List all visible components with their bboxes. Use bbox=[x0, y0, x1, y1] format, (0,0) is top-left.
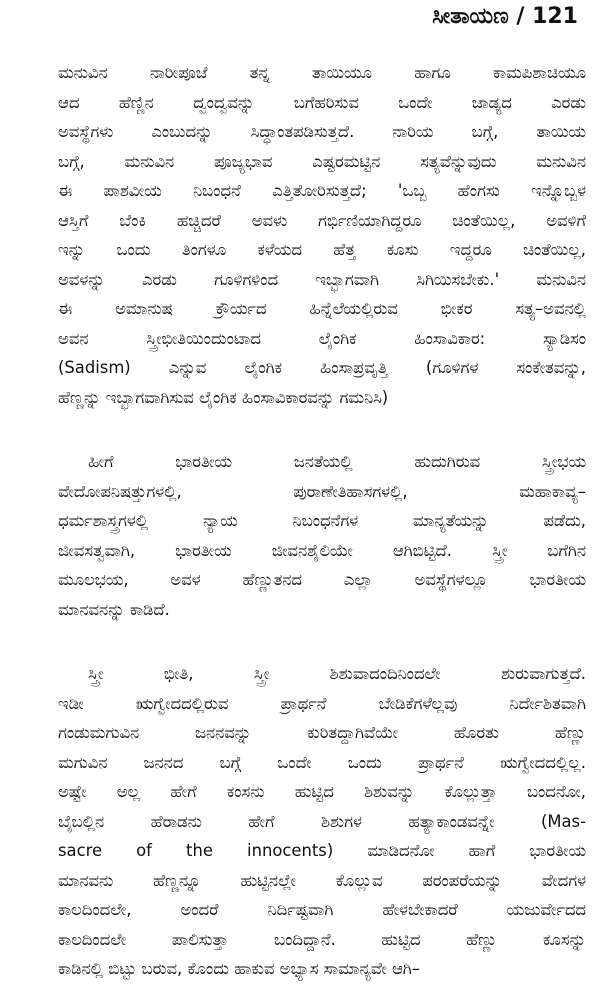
paragraph-1 bbox=[58, 58, 586, 412]
text-line: ಈ ಅಮಾನುಷ ಕ್ರೌರ್ಯದ ಹಿನ್ನೆಲೆಯಲ್ಲಿರುವ ಭೀಕರ ಸತ್ಯ–ಅವನಲ್ಲಿ bbox=[58, 299, 586, 318]
text-line: ಅವಸ್ಥೆಗಳು ಎಂಬುದನ್ನು ಸಿದ್ಧಾಂತಪಡಿಸುತ್ತದೆ. ನಾರಿಯ ಬಗ್ಗೆ, ತಾಯಿಯ bbox=[58, 122, 586, 141]
text-line: ಹೆಣ್ಣನ್ನು ಇಬ್ಭಾಗವಾಗಿಸುವ ಲೈಂಗಿಕ ಹಿಂಸಾವಿಕಾರವನ್ನು ಗಮನಿಸಿ) bbox=[58, 387, 389, 407]
text-line: ಮಾನವನನ್ನು ಕಾಡಿದೆ. bbox=[58, 599, 170, 619]
text-line: ಅವಳನ್ನು ಎರಡು ಗೂಳಿಗಳಿಂದ ಇಬ್ಭಾಗವಾಗಿ ಸಿಗಿಯಿಸಬೇಕು.' ಮನುವಿನ bbox=[58, 269, 586, 289]
text-line: ಹೀಗೆ ಭಾರತೀಯ ಜನತೆಯಲ್ಲಿ ಹುದುಗಿರುವ ಸ್ತ್ರೀಭಯ bbox=[88, 452, 586, 471]
text-line: ಮನುವಿನ ನಾರೀಪೂಜೆ ತನ್ನ ತಾಯಿಯೂ ಹಾಗೂ ಕಾಮಪಿಶಾಚಿಯೂ bbox=[58, 63, 586, 82]
text-line: ಗಂಡುಮಗುವಿನ ಜನನವನ್ನು ಕುರಿತದ್ದಾಗಿವೆಯೇ ಹೊರತು ಹೆಣ್ಣು bbox=[58, 723, 586, 742]
body-text bbox=[58, 58, 586, 984]
text-line: ಇನ್ನು ಒಂದು ತಿಂಗಳೂ ಕಳೆಯದ ಹೆತ್ತ ಕೂಸು ಇದ್ದರೂ ಚಿಂತೆಯಿಲ್ಲ, bbox=[58, 240, 586, 259]
text-line: ಕಾಲದಿಂದಲೇ, ಅಂದರೆ ನಿರ್ದಿಷ್ಟವಾಗಿ ಹೇಳಬೇಕಾದರೆ ಯಜುರ್ವೇದದ bbox=[58, 900, 586, 919]
text-line: ಆದ ಹೆಣ್ಣಿನ ದ್ವಂದ್ವವನ್ನು ಬಗೆಹರಿಸುವ ಒಂದೇ ಜಾಡ್ಯದ ಎರಡು bbox=[58, 92, 586, 112]
text-line: ಧರ್ಮಶಾಸ್ತ್ರಗಳಲ್ಲಿ ನ್ಯಾಯ ನಿಬಂಧನೆಗಳ ಮಾನ್ಯತೆಯನ್ನು ಪಡೆದು, bbox=[58, 511, 586, 530]
text-line: ಮಗುವಿನ ಜನನದ ಬಗ್ಗೆ ಒಂದೇ ಒಂದು ಪ್ರಾರ್ಥನೆ ಋಗ್ವೇದದಲ್ಲಿಲ್ಲ. bbox=[58, 752, 586, 772]
text-line: ಅವನ ಸ್ತ್ರೀಭೀತಿಯಿಂದುಂಟಾದ ಲೈಂಗಿಕ ಹಿಂಸಾವಿಕಾರ: ಸ್ಯಾಡಿಸಂ bbox=[58, 328, 586, 348]
text-line: ಈ ಪಾಶವೀಯ ನಿಬಂಧನೆ ಎತ್ತಿತೋರಿಸುತ್ತದೆ; 'ಒಬ್ಬ ಹೆಂಗಸು ಇನ್ನೊಬ್ಬಳ bbox=[58, 181, 586, 200]
paragraph-2 bbox=[58, 447, 586, 624]
text-line: ಮಾನವನು ಹೆಣ್ಣನ್ನೂ ಹುಟ್ಟಿನಲ್ಲೇ ಕೊಲ್ಲುವ ಪರಂಪರೆಯನ್ನು ವೇದಗಳ bbox=[58, 870, 586, 890]
text-line: ಆಸ್ತಿಗೆ ಬೆಂಕಿ ಹಚ್ಚಿದರೆ ಅವಳು ಗರ್ಭಿಣಿಯಾಗಿದ್ದರೂ ಚಿಂತೆಯಿಲ್ಲ, ಅವಳಿಗೆ bbox=[58, 210, 586, 230]
text-line: ಸ್ತ್ರೀ ಭೀತಿ, ಸ್ತ್ರೀ ಶಿಶುವಾದಂದಿನಿಂದಲೇ ಶುರುವಾಗುತ್ತದೆ. bbox=[88, 664, 586, 683]
text-line: ಬೈಬಲ್ಲಿನ ಹೆರಾಡನು ಹೇಗೆ ಶಿಶುಗಳ ಹತ್ಯಾಕಾಂಡವನ್ನೇ (Mas- bbox=[58, 811, 586, 831]
text-line: ಬಗ್ಗೆ, ಮನುವಿನ ಪೂಜ್ಯಭಾವ ಎಷ್ಟರಮಟ್ಟಿನ ಸತ್ಯವೆನ್ನುವುದು ಮನುವಿನ bbox=[58, 151, 586, 171]
text-line: ಅಷ್ಟೇ ಅಲ್ಲ ಹೇಗೆ ಕಂಸನು ಹುಟ್ಟಿದ ಶಿಶುವನ್ನು ಕೊಲ್ಲುತ್ತಾ ಬಂದನೋ, bbox=[58, 782, 586, 801]
running-header: ಸೀತಾಯಣ / 121 bbox=[432, 4, 578, 29]
text-line: (Sadism) ಎನ್ನುವ ಲೈಂಗಿಕ ಹಿಂಸಾಪ್ರವೃತ್ತಿ (ಗೂಳಿಗಳ ಸಂಕೇತವನ್ನು, bbox=[58, 358, 586, 377]
text-line: ಮೂಲಭಯ, ಅವಳ ಹೆಣ್ಣುತನದ ಎಲ್ಲಾ ಅವಸ್ಥೆಗಳಲ್ಲೂ ಭಾರತೀಯ bbox=[58, 570, 586, 589]
text-line: sacre of the innocents) ಮಾಡಿದನೋ ಹಾಗೆ ಭಾರತೀಯ bbox=[58, 841, 586, 860]
text-line: ವೇದೋಪನಿಷತ್ತುಗಳಲ್ಲಿ, ಪುರಾಣೇತಿಹಾಸಗಳಲ್ಲಿ, ಮಹಾಕಾವ್ಯ– bbox=[58, 481, 586, 501]
text-line: ಇಡೀ ಋಗ್ವೇದದಲ್ಲಿರುವ ಪ್ರಾರ್ಥನೆ ಬೇಡಿಕೆಗಳೆಲ್ಲವು ನಿರ್ದೇಶಿತವಾಗಿ bbox=[58, 693, 586, 713]
text-line: ಕಾಲದಿಂದಲೇ ಪಾಲಿಸುತ್ತಾ ಬಂದಿದ್ದಾನೆ. ಹುಟ್ಟಿದ ಹೆಣ್ಣು ಕೂಸನ್ನು bbox=[58, 929, 586, 949]
paragraph-3 bbox=[58, 659, 586, 984]
text-line: ಕಾಡಿನಲ್ಲಿ ಬಿಟ್ಟು ಬರುವ, ಕೊಂದು ಹಾಕುವ ಅಭ್ಯಾಸ ಸಾಮಾನ್ಯವೇ ಆಗಿ– bbox=[58, 959, 420, 978]
text-line: ಜೀವಸತ್ವವಾಗಿ, ಭಾರತೀಯ ಜೀವನಶೈಲಿಯೇ ಆಗಿಬಿಟ್ಟಿದೆ. ಸ್ತ್ರೀ ಬಗೆಗಿನ bbox=[58, 540, 586, 560]
